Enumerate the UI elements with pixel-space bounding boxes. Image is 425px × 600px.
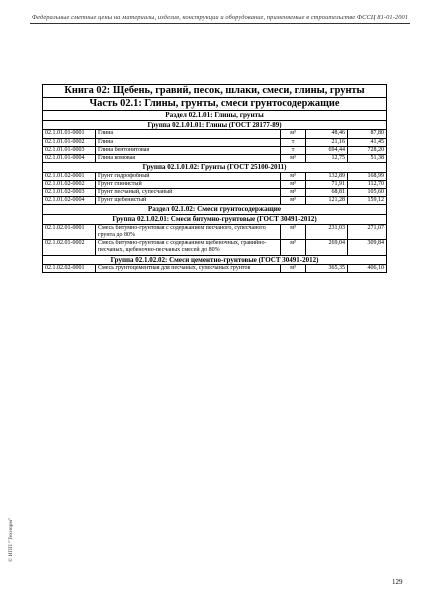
item-price-2: 271,07 xyxy=(348,224,387,239)
item-unit: м³ xyxy=(281,224,306,239)
part-title-row xyxy=(43,98,387,111)
item-price-1: 121,28 xyxy=(306,197,348,205)
group-row xyxy=(43,121,387,130)
item-unit: т xyxy=(281,138,306,146)
item-name: Грунт глинистый xyxy=(96,180,281,188)
item-name: Грунт гидрофобный xyxy=(96,172,281,180)
item-price-1: 48,46 xyxy=(306,130,348,138)
table-row xyxy=(43,138,387,146)
item-price-2: 159,12 xyxy=(348,197,387,205)
item-price-2: 105,60 xyxy=(348,189,387,197)
item-price-1: 68,81 xyxy=(306,189,348,197)
item-name: Смесь битумно-грунтовая с содержанием песчаного, супесчаного грунта до 80% xyxy=(96,224,281,239)
item-unit: м³ xyxy=(281,197,306,205)
item-code: 02.1.01.02-0001 xyxy=(43,172,96,180)
page-number: 129 xyxy=(392,578,403,586)
part-title: Часть 02.1: Глины, грунты, смеси грунтосодержащие xyxy=(43,98,387,111)
item-name: Смесь грунтоцементная для песчаных, супесчаных грунтов xyxy=(96,265,281,273)
item-name: Глина бентонитовая xyxy=(96,146,281,154)
item-unit: м³ xyxy=(281,189,306,197)
item-price-2: 406,10 xyxy=(348,265,387,273)
book-title: Книга 02: Щебень, гравий, песок, шлаки, смеси, глины, грунты xyxy=(43,85,387,98)
section-row xyxy=(43,205,387,215)
table-row xyxy=(43,240,387,255)
item-unit: т xyxy=(281,146,306,154)
item-code: 02.1.01.01-0002 xyxy=(43,138,96,146)
item-price-1: 231,03 xyxy=(306,224,348,239)
table-row xyxy=(43,265,387,273)
price-table xyxy=(42,84,387,273)
side-watermark: © ИПП "Технорм" xyxy=(8,517,14,562)
item-code: 02.1.01.02-0002 xyxy=(43,180,96,188)
item-unit: м³ xyxy=(281,172,306,180)
table-row xyxy=(43,180,387,188)
item-price-2: 168,99 xyxy=(348,172,387,180)
item-price-1: 21,16 xyxy=(306,138,348,146)
group-title: Группа 02.1.01.01: Глины (ГОСТ 28177-89) xyxy=(43,121,387,130)
item-unit: м³ xyxy=(281,155,306,163)
group-row xyxy=(43,215,387,224)
item-name: Глина xyxy=(96,130,281,138)
group-row xyxy=(43,163,387,172)
table-row xyxy=(43,146,387,154)
item-price-2: 51,38 xyxy=(348,155,387,163)
item-price-2: 112,70 xyxy=(348,180,387,188)
item-unit: м³ xyxy=(281,180,306,188)
section-title: Раздел 02.1.02: Смеси грунтосодержащие xyxy=(43,205,387,215)
group-row xyxy=(43,255,387,264)
item-unit: м³ xyxy=(281,240,306,255)
table-row xyxy=(43,155,387,163)
item-price-1: 365,35 xyxy=(306,265,348,273)
item-code: 02.1.01.01-0001 xyxy=(43,130,96,138)
item-unit: м³ xyxy=(281,130,306,138)
item-price-2: 309,84 xyxy=(348,240,387,255)
item-name: Смесь битумно-грунтовая с содержанием щебеночных, гравийно- песчаных, щебеночно-песчаных смесей до 80% xyxy=(96,240,281,255)
item-price-1: 12,75 xyxy=(306,155,348,163)
item-price-2: 728,20 xyxy=(348,146,387,154)
item-code: 02.1.01.02-0004 xyxy=(43,197,96,205)
table-row xyxy=(43,172,387,180)
header-rule xyxy=(30,23,410,24)
item-price-2: 87,80 xyxy=(348,130,387,138)
item-unit: м³ xyxy=(281,265,306,273)
item-name: Глина xyxy=(96,138,281,146)
item-code: 02.1.01.01-0003 xyxy=(43,146,96,154)
item-name: Грунт щебенистый xyxy=(96,197,281,205)
item-price-1: 269,04 xyxy=(306,240,348,255)
group-title: Группа 02.1.02.02: Смеси цементно-грунтовые (ГОСТ 30491-2012) xyxy=(43,255,387,264)
item-code: 02.1.01.01-0004 xyxy=(43,155,96,163)
book-title-row xyxy=(43,85,387,98)
item-price-1: 132,89 xyxy=(306,172,348,180)
table-row xyxy=(43,224,387,239)
item-price-1: 694,44 xyxy=(306,146,348,154)
item-code: 02.1.02.01-0001 xyxy=(43,224,96,239)
group-title: Группа 02.1.01.02: Грунты (ГОСТ 25100-2011) xyxy=(43,163,387,172)
item-code: 02.1.02.01-0002 xyxy=(43,240,96,255)
item-price-1: 71,91 xyxy=(306,180,348,188)
item-code: 02.1.01.02-0003 xyxy=(43,189,96,197)
item-name: Грунт песчаный, супесчаный xyxy=(96,189,281,197)
section-title: Раздел 02.1.01: Глины, грунты xyxy=(43,111,387,121)
group-title: Группа 02.1.02.01: Смеси битумно-грунтовые (ГОСТ 30491-2012) xyxy=(43,215,387,224)
page-header: Федеральные сметные цены на материалы, изделия, конструкции и оборудование, применяемые в строительстве ФССЦ 81-01-2001 xyxy=(31,14,409,21)
table-row xyxy=(43,197,387,205)
table-row xyxy=(43,189,387,197)
table-row xyxy=(43,130,387,138)
section-row xyxy=(43,111,387,121)
item-name: Глина комовая xyxy=(96,155,281,163)
item-price-2: 41,45 xyxy=(348,138,387,146)
table-body xyxy=(43,85,387,273)
item-code: 02.1.02.02-0001 xyxy=(43,265,96,273)
